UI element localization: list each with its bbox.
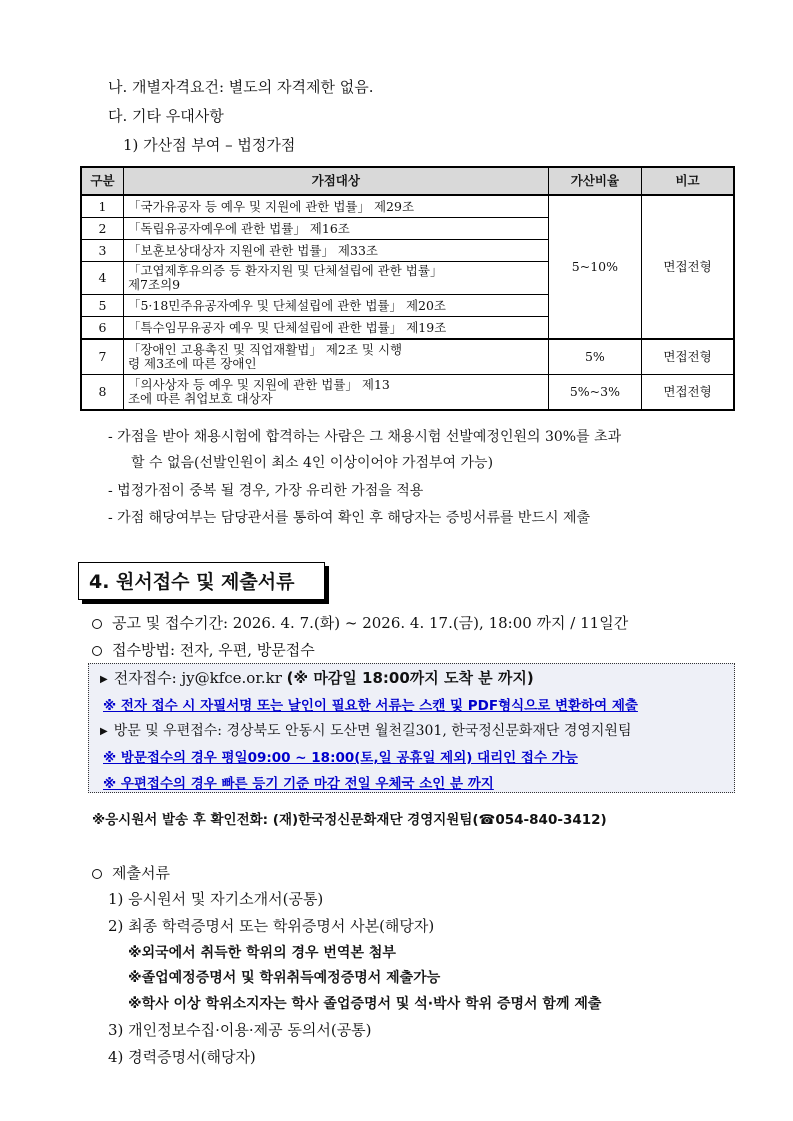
row-target: 「특수임무유공자 예우 및 단체설립에 관한 법률」 제19조 — [123, 317, 548, 340]
row-target: 「보훈보상대상자 지원에 관한 법률」 제33조 — [123, 240, 548, 262]
triangle-bullet-icon: ▶ — [100, 726, 108, 737]
qualification-line: 나. 개별자격요건: 별도의 자격제한 없음. — [108, 78, 374, 96]
bonus-point-table — [80, 166, 735, 411]
document-subnote: ※학사 이상 학위소지자는 학사 졸업증명서 및 석·박사 학위 증명서 함께 제출 — [128, 996, 602, 1012]
note-cap-line: - 가점을 받아 채용시험에 합격하는 사람은 그 채용시험 선발예정인원의 30%를 초과 — [108, 429, 622, 445]
row-number: 8 — [81, 375, 123, 411]
triangle-bullet-icon: ▶ — [100, 674, 108, 685]
method-line: 접수방법: 전자, 우편, 방문접수 — [92, 639, 315, 660]
documents-heading: 제출서류 — [92, 862, 170, 883]
row-number: 7 — [81, 339, 123, 375]
circle-bullet-icon — [92, 619, 102, 629]
row-number: 5 — [81, 295, 123, 317]
section-title: 4. 원서접수 및 제출서류 — [78, 562, 325, 600]
group-note: 면접전형 — [642, 195, 734, 339]
document-item: 3) 개인정보수집·이용·제공 동의서(공통) — [108, 1021, 372, 1039]
row-note: 면접전형 — [642, 339, 734, 375]
bonus-point-heading: 1) 가산점 부여 – 법정가점 — [123, 136, 296, 154]
note-cap-line-cont: 할 수 없음(선발인원이 최소 4인 이상이어야 가점부여 가능) — [131, 455, 494, 471]
mail-note: ※ 우편접수의 경우 빠른 등기 기준 마감 전일 우체국 소인 분 까지 — [103, 776, 494, 792]
note-verify-line: - 가점 해당여부는 담당관서를 통하여 확인 후 해당자는 증빙서류를 반드시 제출 — [108, 510, 590, 526]
row-target: 「독립유공자예우에 관한 법률」 제16조 — [123, 218, 548, 240]
row-number: 2 — [81, 218, 123, 240]
electronic-submission-line: ▶ 전자접수: jy@kfce.or.kr (※ 마감일 18:00까지 도착 분 까지) — [100, 669, 534, 687]
group-rate: 5~10% — [548, 195, 641, 339]
document-item: 4) 경력증명서(해당자) — [108, 1048, 256, 1066]
row-target: 「5·18민주유공자예우 및 단체설립에 관한 법률」 제20조 — [123, 295, 548, 317]
table-row — [81, 375, 734, 411]
document-subnote: ※졸업예정증명서 및 학위취득예정증명서 제출가능 — [128, 970, 441, 986]
table-header-row — [81, 167, 734, 195]
document-item: 2) 최종 학력증명서 또는 학위증명서 사본(해당자) — [108, 917, 435, 935]
other-preference-line: 다. 기타 우대사항 — [108, 107, 224, 125]
row-rate: 5%~3% — [548, 375, 641, 411]
row-target: 「고엽제후유의증 등 환자지원 및 단체설립에 관한 법률」 제7조의9 — [123, 262, 548, 295]
visit-note: ※ 방문접수의 경우 평일09:00 ~ 18:00(토,일 공휴일 제외) 대리인 접수 가능 — [103, 750, 578, 766]
row-number: 6 — [81, 317, 123, 340]
table-header: 비고 — [642, 167, 734, 195]
table-header: 가점대상 — [123, 167, 548, 195]
row-number: 1 — [81, 195, 123, 218]
table-row — [81, 195, 734, 218]
circle-bullet-icon — [92, 869, 102, 879]
row-target: 「장애인 고용촉진 및 직업재활법」 제2조 및 시행 령 제3조에 따른 장애인 — [123, 339, 548, 375]
visit-mail-address-line: ▶ 방문 및 우편접수: 경상북도 안동시 도산면 월천길301, 한국정신문화재단 경영지원팀 — [100, 723, 632, 739]
period-line: 공고 및 접수기간: 2026. 4. 7.(화) ~ 2026. 4. 17.(금), 18:00 까지 / 11일간 — [92, 612, 628, 633]
row-note: 면접전형 — [642, 375, 734, 411]
table-row — [81, 339, 734, 375]
electronic-scan-note: ※ 전자 접수 시 자필서명 또는 날인이 필요한 서류는 스캔 및 PDF형식으로 변환하여 제출 — [103, 698, 638, 714]
row-target: 「의사상자 등 예우 및 지원에 관한 법률」 제13 조에 따른 취업보호 대상자 — [123, 375, 548, 411]
row-number: 4 — [81, 262, 123, 295]
electronic-deadline: (※ 마감일 18:00까지 도착 분 까지) — [286, 669, 534, 687]
row-target: 「국가유공자 등 예우 및 지원에 관한 법률」 제29조 — [123, 195, 548, 218]
row-rate: 5% — [548, 339, 641, 375]
confirm-call-line: ※응시원서 발송 후 확인전화: (재)한국정신문화재단 경영지원팀(☎054-840-3412) — [92, 812, 607, 828]
table-header: 구분 — [81, 167, 123, 195]
row-number: 3 — [81, 240, 123, 262]
document-subnote: ※외국에서 취득한 학위의 경우 번역본 첨부 — [128, 945, 396, 961]
table-header: 가산비율 — [548, 167, 641, 195]
circle-bullet-icon — [92, 646, 102, 656]
note-duplicate-line: - 법정가점이 중복 될 경우, 가장 유리한 가점을 적용 — [108, 483, 424, 499]
document-item: 1) 응시원서 및 자기소개서(공통) — [108, 890, 324, 908]
